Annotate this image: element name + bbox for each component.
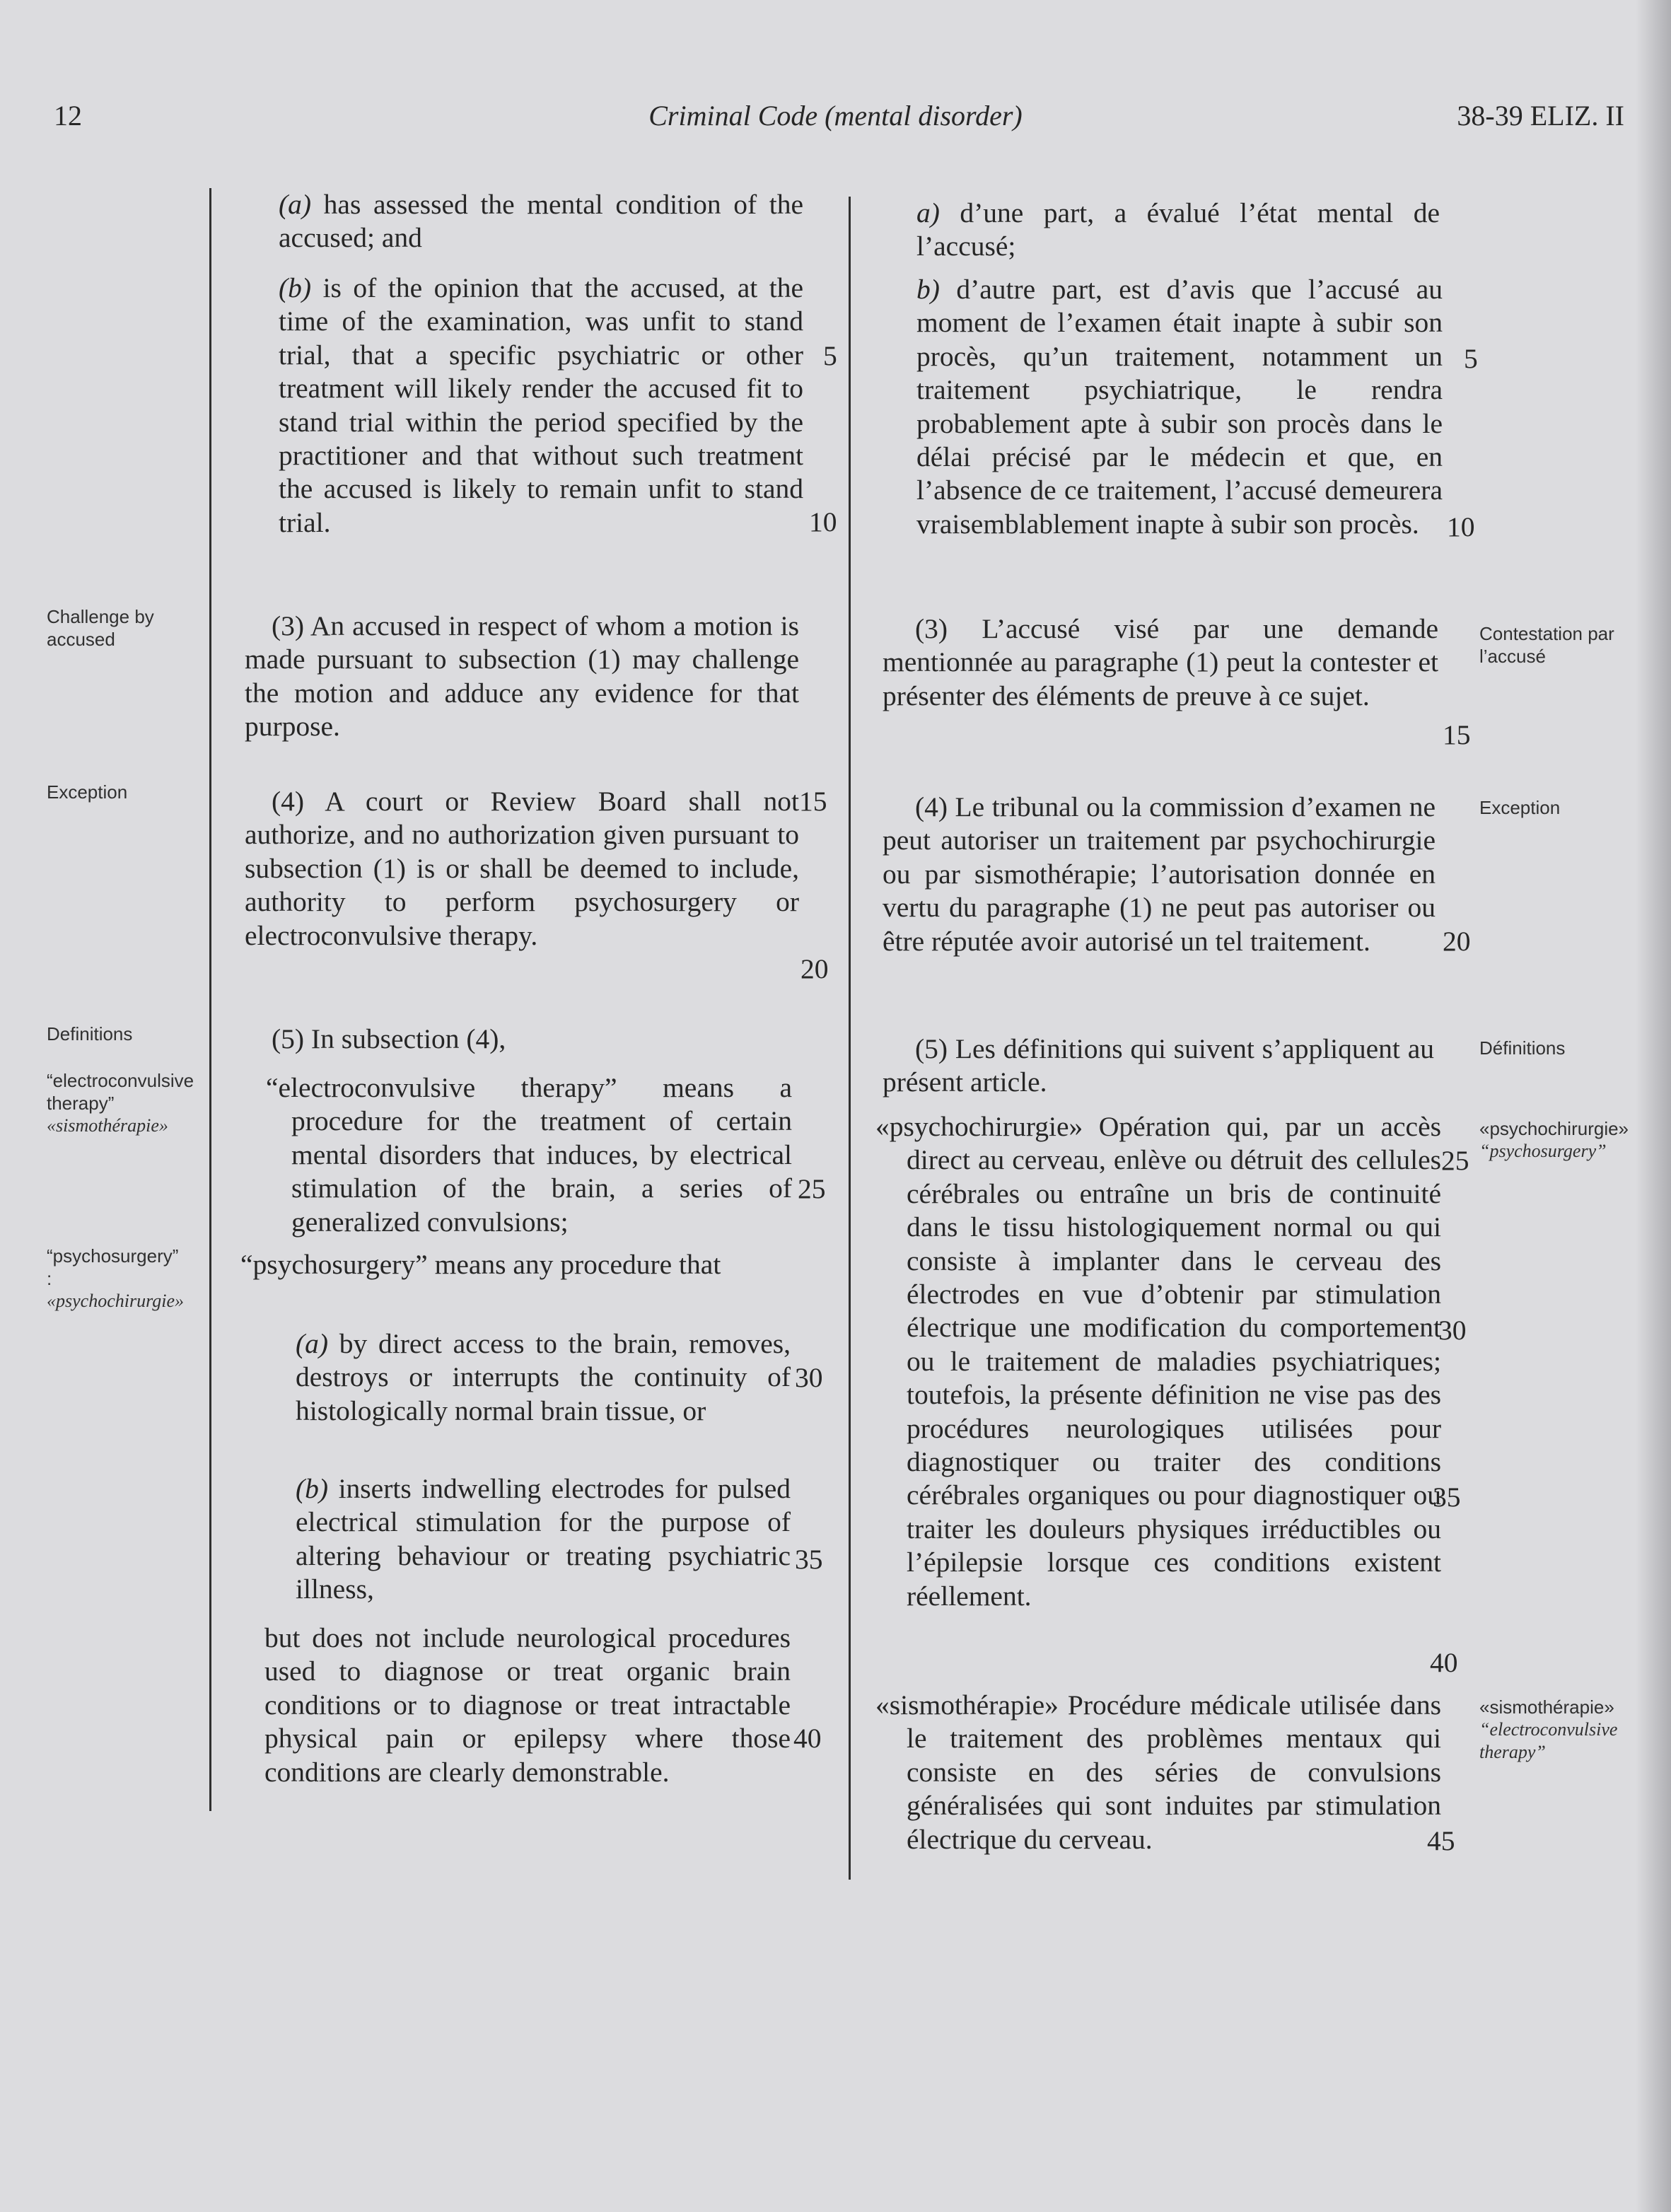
fr-para-5: (5) Les définitions qui suivent s’appliquent au présent article. [883,1033,1434,1098]
page-edge-shadow [1636,0,1671,2212]
margin-note-exception-fr: Exception [1479,797,1561,818]
en-psy-b-text: inserts indwelling electrodes for pulsed electrical stimulation for the purpose of altering behaviour or treating psychiatric illness, [296,1473,791,1605]
en-psy-a [296,1327,791,1428]
en-psy-a-text: by direct access to the brain, removes, destroys or interrupts the continuity of histologically normal brain tissue, or [296,1328,791,1426]
fr-def-sismotherapie: «sismothérapie» Procédure médicale utilisée dans le traitement des problèmes mentaux qui consiste en des séries de convulsions généralisées qui sont induites par stimulation électrique du cerveau. [875,1689,1441,1855]
en-para-b-text: is of the opinion that the accused, at the time of the examination, was unfit to stand trial, that a specific psychiatric or other treatment will likely render the accused fit to stand trial within the period specified by the practitioner and that without such treatment the accused is likely to remain unfit to stand trial. [279,272,803,538]
volume-reference [1457,99,1624,133]
en-para-5: (5) In subsection (4), [272,1023,506,1054]
margin-psy-french: «psychochirurgie» [47,1291,184,1311]
margin-psy-term: “psychosurgery” : [47,1245,179,1289]
margin-note-contestation: Contestation par l’accusé [1479,623,1614,667]
en-line-number: 15 [799,786,827,817]
volume-prefix: 38-39 E [1457,100,1548,132]
fr-def-psychochirurgie: «psychochirurgie» Opération qui, par un accès direct au cerveau, enlève ou détruit des cellules cérébrales ou entraîne un bris de continuité dans le tissu histologiquement normal ou qui consiste à implanter dans le cerveau des électrodes en vue d’obtenir par stimulation électrique une modification du comportement ou le traitement de maladies psychiatriques; toutefois, la présente définition ne vise pas des procédures neurologiques utilisées pour diagnostiquer ou traiter des conditions cérébrales organiques ou pour diagnostiquer ou traiter les douleurs physiques irréductibles ou l’épilepsie lorsque ces conditions existent réellement. [875,1111,1441,1612]
en-line-number: 10 [809,506,837,537]
fr-line-number: 15 [1443,719,1471,750]
margin-note-exception: Exception [47,781,128,803]
fr-para-b-text: d’autre part, est d’avis que l’accusé au moment de l’examen était inapte à subir son procès, qu’un traitement, notamment un traitement psychiatrique, le rendra probablement apte à subir son procès dans le délai précisé par le médecin et que, en l’absence de ce traitement, l’accusé demeurera vraisemblablement inapte à subir son procès. [916,274,1443,540]
en-para-a [279,188,803,255]
margin-sis-english: “electroconvulsive therapy” [1479,1719,1618,1762]
center-column-rule [849,197,851,1880]
page-number: 12 [54,100,82,132]
margin-note-definitions-fr: Définitions [1479,1037,1566,1059]
en-line-number: 25 [798,1173,826,1204]
en-psy-b-lead: (b) [296,1473,329,1504]
fr-line-number: 5 [1464,343,1478,374]
margin-ect-french: «sismothérapie» [47,1115,168,1136]
margin-note-definitions: Definitions [47,1023,133,1044]
fr-para-a-lead: a) [916,197,940,228]
en-psy-tail: but does not include neurological procedures used to diagnose or treat organic brain conditions or to diagnose or treat intractable physical pain or epilepsy where those conditions are clearly demonstrable. [264,1622,791,1788]
margin-note-sismotherapie [1479,1696,1621,1764]
en-para-3: (3) An accused in respect of whom a motion is made pursuant to subsection (1) may challenge the motion and adduce any evidence for that purpose. [245,610,799,743]
fr-para-b-lead: b) [916,274,940,305]
margin-note-challenge: Challenge by accused [47,606,154,650]
fr-line-number: 10 [1447,511,1475,542]
en-para-a-text: has assessed the mental condition of the accused; and [279,189,803,254]
margin-psy-english: “psychosurgery” [1479,1141,1607,1161]
fr-para-a [916,197,1440,264]
fr-para-4: (4) Le tribunal ou la commission d’examen ne peut autoriser un traitement par psychochirurgie ou par sismothérapie; l’autorisation donnée en vertu du paragraphe (1) ne peut pas autoriser ou être réputée avoir autorisé un tel traitement. [883,791,1436,957]
fr-line-number: 20 [1443,926,1471,957]
volume-suffix: LIZ. II [1547,100,1624,132]
margin-sis-term: «sismothérapie» [1479,1696,1614,1718]
en-line-number: 40 [793,1723,822,1754]
fr-line-number: 40 [1430,1647,1458,1678]
fr-para-3: (3) L’accusé visé par une demande mentionnée au paragraphe (1) peut la contester et présenter des éléments de preuve à ce sujet. [883,613,1438,711]
en-line-number: 30 [795,1362,823,1393]
en-para-a-lead: (a) [279,189,312,220]
en-line-number: 20 [800,953,829,984]
en-para-b [279,272,803,540]
en-para-4: (4) A court or Review Board shall not authorize, and no authorization given pursuant to subsection (1) is or shall be deemed to include, authority to perform psychosurgery or electroconvulsive therapy. [245,786,799,951]
margin-psy-term-fr: «psychochirurgie» [1479,1118,1629,1139]
margin-ect-term: “electroconvulsive therapy” [47,1070,194,1114]
margin-note-psychochirurgie [1479,1117,1629,1163]
margin-note-ect [47,1069,194,1137]
en-para-b-lead: (b) [279,272,312,303]
left-column-rule [209,188,211,1811]
en-psy-a-lead: (a) [296,1328,329,1359]
fr-line-number: 25 [1441,1145,1469,1176]
en-psy-b [296,1472,791,1607]
en-line-number: 35 [795,1544,823,1575]
en-def-ect: “electroconvulsive therapy” means a procedure for the treatment of certain mental disorders that induces, by electrical stimulation of the brain, a series of generalized convulsions; [266,1072,792,1238]
fr-line-number: 35 [1433,1482,1461,1513]
fr-line-number: 30 [1438,1315,1467,1346]
en-def-psychosurgery: “psychosurgery” means any procedure that [240,1249,721,1280]
en-line-number: 5 [823,340,837,371]
page-title: Criminal Code (mental disorder) [648,100,1023,132]
margin-note-psychosurgery [47,1245,184,1312]
fr-para-b [916,273,1443,541]
fr-line-number: 45 [1427,1825,1455,1856]
fr-para-a-text: d’une part, a évalué l’état mental de l’accusé; [916,197,1440,262]
